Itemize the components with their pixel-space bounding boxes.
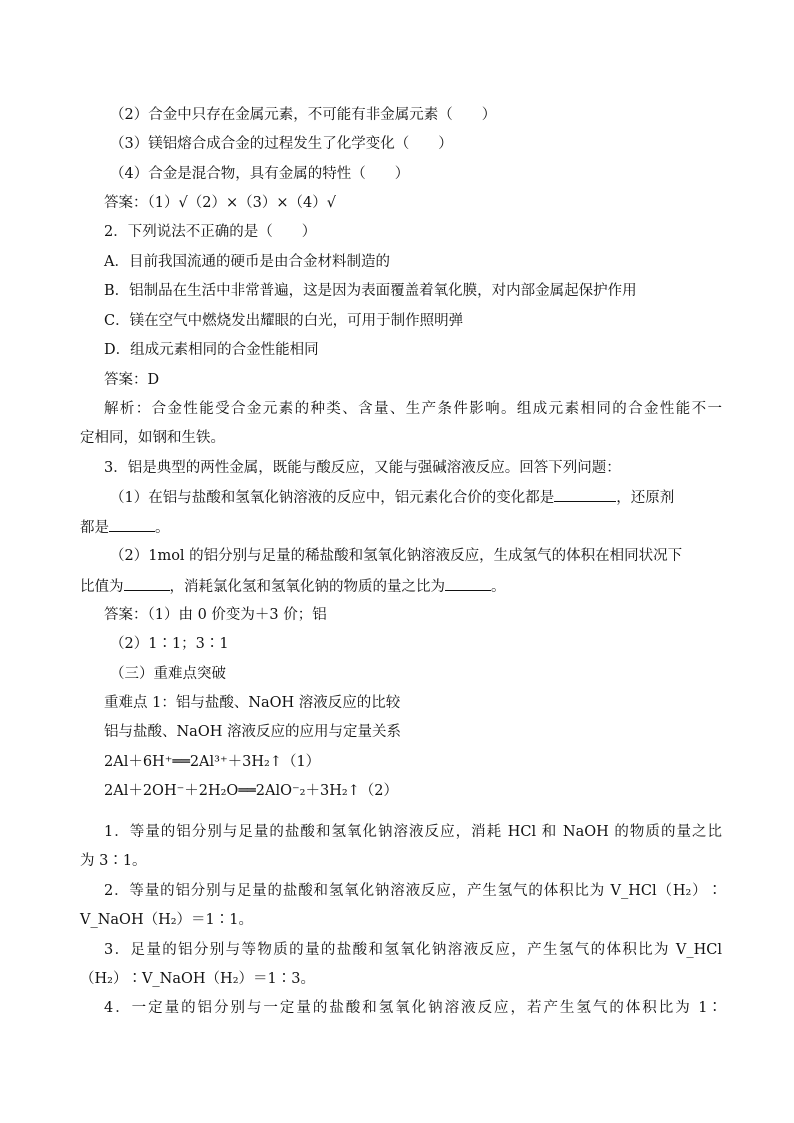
problem-3-part-1-cont <box>80 517 170 538</box>
problem-3-part-2: （2）1mol 的铝分别与足量的稀盐酸和氢氧化钠溶液反应，生成氢气的体积在相同状况下 <box>110 548 683 564</box>
option-c: C．镁在空气中燃烧发出耀眼的白光，可用于制作照明弹 <box>104 313 464 329</box>
answer-blank[interactable] <box>554 487 616 502</box>
text-segment: 。 <box>491 579 506 595</box>
section-heading: （三）重难点突破 <box>110 666 226 682</box>
equation-2: 2Al＋2OH⁻＋2H₂O══2AlO⁻₂＋3H₂↑（2） <box>104 783 399 799</box>
text-segment: 。 <box>155 520 170 536</box>
question-item-2: （2）合金中只存在金属元素，不可能有非金属元素（ ） <box>110 107 497 123</box>
point-3-line-1: 3．足量的铝分别与等物质的量的盐酸和氢氧化钠溶液反应，产生氢气的体积比为 V_HCl <box>104 942 722 958</box>
problem-3-part-2-cont <box>80 576 506 597</box>
equation-1: 2Al＋6H⁺══2Al³⁺＋3H₂↑（1） <box>104 754 321 770</box>
option-a: A．目前我国流通的硬币是由合金材料制造的 <box>104 254 390 270</box>
question-item-4: （4）合金是混合物，具有金属的特性（ ） <box>110 166 410 182</box>
answer-3-line-1: 答案：（1）由 0 价变为＋3 价；铝 <box>104 607 327 623</box>
answer-1: 答案：（1）√（2）×（3）×（4）√ <box>104 195 336 211</box>
text-segment: 都是 <box>80 520 109 536</box>
text-segment: ，消耗氯化氢和氢氧化钠的物质的量之比为 <box>169 579 445 595</box>
point-2-line-1: 2．等量的铝分别与足量的盐酸和氢氧化钠溶液反应，产生氢气的体积比为 V_HCl（H₂）∶ <box>104 883 722 899</box>
option-d: D．组成元素相同的合金性能相同 <box>104 342 319 358</box>
problem-3-stem: 3．铝是典型的两性金属，既能与酸反应，又能与强碱溶液反应。回答下列问题： <box>104 460 621 476</box>
option-b: B．铝制品在生活中非常普遍，这是因为表面覆盖着氧化膜，对内部金属起保护作用 <box>104 283 637 299</box>
text-segment: ，还原剂 <box>616 490 675 506</box>
point-1-line-2: 为 3∶1。 <box>80 853 147 869</box>
text-segment: （1）在铝与盐酸和氢氧化钠溶液的反应中，铝元素化合价的变化都是 <box>110 490 555 506</box>
point-4-line-1: 4．一定量的铝分别与一定量的盐酸和氢氧化钠溶液反应，若产生氢气的体积比为 1∶ <box>104 1000 722 1016</box>
problem-3-part-1 <box>110 487 674 508</box>
problem-2-stem: 2．下列说法不正确的是（ ） <box>104 224 317 240</box>
answer-3-line-2: （2）1∶1；3∶1 <box>110 636 229 652</box>
analysis-line-2: 定相同，如钢和生铁。 <box>80 430 225 446</box>
question-item-3: （3）镁铝熔合成合金的过程发生了化学变化（ ） <box>110 136 453 152</box>
text-segment: 比值为 <box>80 579 124 595</box>
key-point-1-subtitle: 铝与盐酸、NaOH 溶液反应的应用与定量关系 <box>104 724 401 740</box>
answer-blank[interactable] <box>124 576 170 591</box>
key-point-1: 重难点 1：铝与盐酸、NaOH 溶液反应的比较 <box>104 695 401 711</box>
answer-blank[interactable] <box>445 576 491 591</box>
answer-2: 答案：D <box>104 372 160 388</box>
point-1-line-1: 1．等量的铝分别与足量的盐酸和氢氧化钠溶液反应，消耗 HCl 和 NaOH 的物质的量之比 <box>104 824 722 840</box>
point-2-line-2: V_NaOH（H₂）＝1∶1。 <box>80 912 253 928</box>
answer-blank[interactable] <box>109 517 155 532</box>
analysis-line-1: 解析：合金性能受合金元素的种类、含量、生产条件影响。组成元素相同的合金性能不一 <box>104 401 722 417</box>
point-3-line-2: （H₂）∶V_NaOH（H₂）＝1∶3。 <box>80 971 315 987</box>
